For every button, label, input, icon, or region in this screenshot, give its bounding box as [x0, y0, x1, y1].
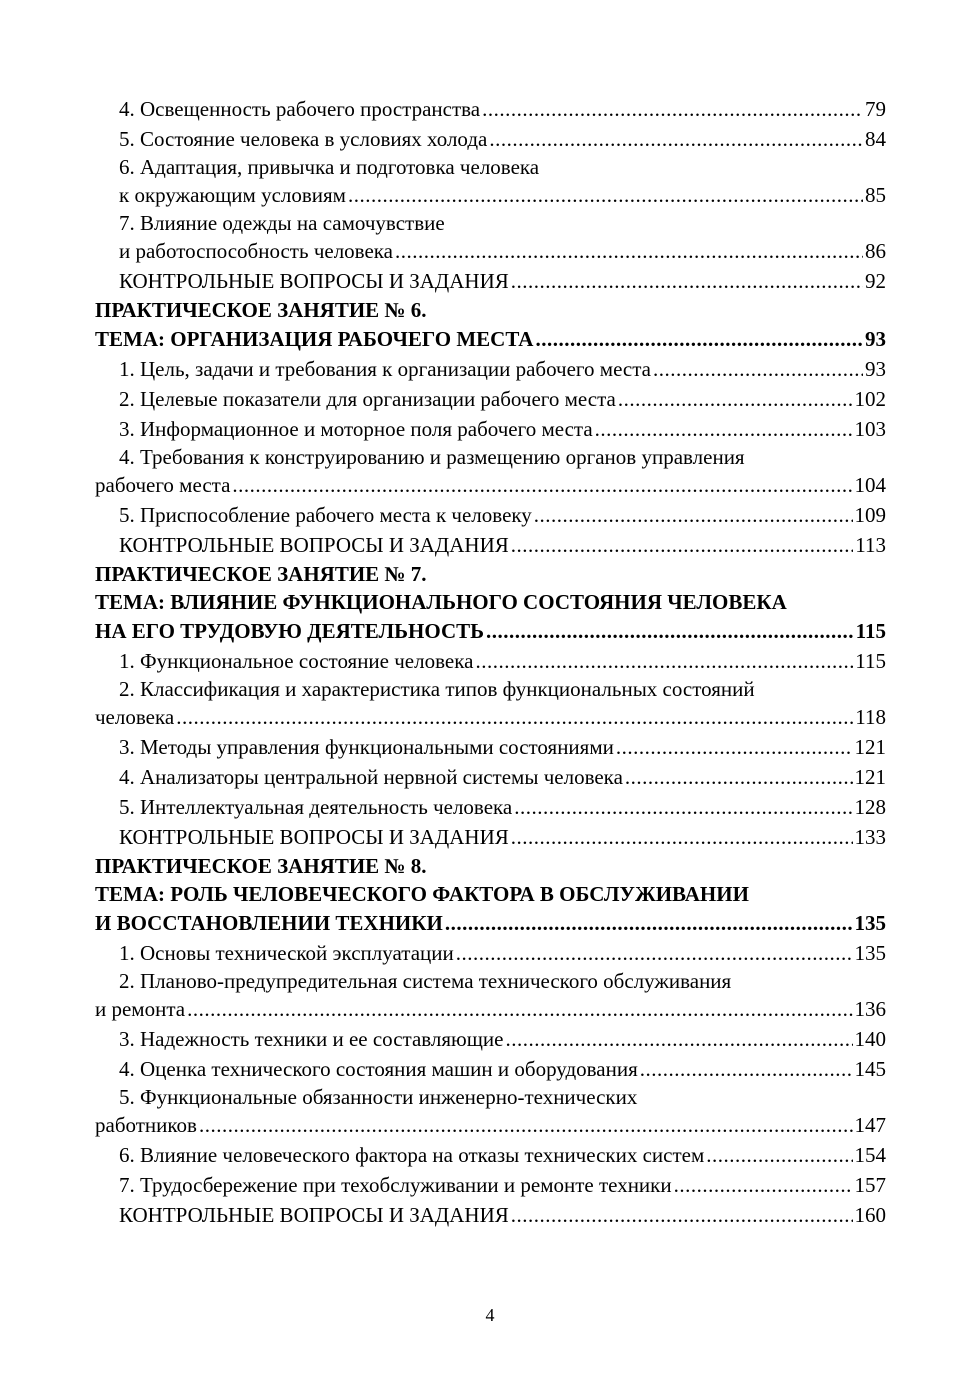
heading-text: ТЕМА: РОЛЬ ЧЕЛОВЕЧЕСКОГО ФАКТОРА В ОБСЛУЖИВАНИИ	[95, 882, 749, 906]
entry-title: 4. Освещенность рабочего пространства	[119, 97, 481, 121]
entry-page: 121	[854, 735, 886, 759]
toc-entry[interactable]	[95, 762, 886, 792]
toc-entry[interactable]	[95, 938, 886, 968]
dot-leader	[653, 354, 863, 384]
dot-leader	[535, 324, 863, 354]
dot-leader	[534, 500, 853, 530]
entry-title: к окружающим условиям	[119, 183, 346, 207]
entry-page: 154	[854, 1143, 886, 1167]
dot-leader	[511, 530, 854, 560]
entry-page: 128	[854, 795, 886, 819]
entry-title: 3. Надежность техники и ее составляющие	[119, 1027, 504, 1051]
dot-leader	[445, 908, 853, 938]
toc-entry[interactable]	[95, 1140, 886, 1170]
entry-title: 4. Анализаторы центральной нервной системы человека	[119, 765, 623, 789]
entry-title: ТЕМА: ОРГАНИЗАЦИЯ РАБОЧЕГО МЕСТА	[95, 327, 534, 351]
dot-leader	[187, 994, 852, 1024]
toc-entry[interactable]	[95, 994, 886, 1024]
entry-page: 157	[854, 1173, 886, 1197]
entry-title: и работоспособность человека	[119, 239, 393, 263]
entry-title: 1. Функциональное состояние человека	[119, 649, 474, 673]
entry-title: рабочего места	[95, 473, 231, 497]
entry-title: КОНТРОЛЬНЫЕ ВОПРОСЫ И ЗАДАНИЯ	[119, 533, 509, 557]
toc-entry-line: 2. Планово-предупредительная система технического обслуживания	[119, 969, 732, 993]
section-heading-line	[95, 852, 886, 880]
section-heading-line	[95, 588, 886, 616]
entry-title: 3. Методы управления функциональными состояниями	[119, 735, 614, 759]
page-number: 4	[485, 1305, 495, 1325]
dot-leader	[489, 124, 863, 154]
toc-entry[interactable]	[95, 414, 886, 444]
entry-page: 160	[854, 1203, 886, 1227]
dot-leader	[511, 266, 863, 296]
entry-page: 103	[854, 417, 886, 441]
dot-leader	[176, 702, 853, 732]
entry-page: 102	[854, 387, 886, 411]
section-heading-entry[interactable]	[95, 324, 886, 354]
entry-title: 5. Интеллектуальная деятельность человека	[119, 795, 513, 819]
entry-title: 5. Состояние человека в условиях холода	[119, 127, 488, 151]
toc-entry-line: 6. Адаптация, привычка и подготовка человека	[119, 155, 540, 179]
toc-entry-line: 2. Классификация и характеристика типов функциональных состояний	[119, 677, 755, 701]
toc-entry[interactable]	[95, 236, 886, 266]
dot-leader	[618, 384, 853, 414]
dot-leader	[674, 1170, 853, 1200]
dot-leader	[456, 938, 853, 968]
dot-leader	[625, 762, 853, 792]
section-heading-entry[interactable]	[95, 616, 886, 646]
toc-entry[interactable]	[95, 1110, 886, 1140]
toc-entry-line: 7. Влияние одежды на самочувствие	[119, 211, 445, 235]
entry-title: 3. Информационное и моторное поля рабочего места	[119, 417, 593, 441]
entry-page: 85	[865, 183, 886, 207]
dot-leader	[475, 646, 853, 676]
heading-text: ПРАКТИЧЕСКОЕ ЗАНЯТИЕ № 6.	[95, 298, 427, 322]
entry-page: 118	[855, 705, 886, 729]
dot-leader	[482, 94, 863, 124]
entry-page: 121	[854, 765, 886, 789]
entry-title: и ремонта	[95, 997, 186, 1021]
entry-title: 4. Оценка технического состояния машин и оборудования	[119, 1057, 638, 1081]
entry-title: 6. Влияние человеческого фактора на отказы технических систем	[119, 1143, 705, 1167]
entry-page: 93	[865, 327, 886, 351]
toc-entry[interactable]	[95, 702, 886, 732]
table-of-contents	[95, 94, 886, 1230]
entry-page: 145	[854, 1057, 886, 1081]
section-heading-entry[interactable]	[95, 908, 886, 938]
toc-entry-line: 4. Требования к конструированию и размещению органов управления	[119, 445, 745, 469]
heading-text: ТЕМА: ВЛИЯНИЕ ФУНКЦИОНАЛЬНОГО СОСТОЯНИЯ ЧЕЛОВЕКА	[95, 590, 787, 614]
dot-leader	[706, 1140, 852, 1170]
entry-page: 109	[854, 503, 886, 527]
dot-leader	[486, 616, 854, 646]
dot-leader	[199, 1110, 853, 1140]
section-heading-line	[95, 296, 886, 324]
entry-title: НА ЕГО ТРУДОВУЮ ДЕЯТЕЛЬНОСТЬ	[95, 619, 485, 643]
entry-title: работников	[95, 1113, 197, 1137]
entry-page: 140	[854, 1027, 886, 1051]
entry-page: 93	[865, 357, 886, 381]
dot-leader	[505, 1024, 852, 1054]
toc-entry[interactable]	[95, 124, 886, 154]
toc-entry[interactable]	[95, 792, 886, 822]
entry-page: 79	[865, 97, 886, 121]
entry-title: И ВОССТАНОВЛЕНИИ ТЕХНИКИ	[95, 911, 443, 935]
entry-title: КОНТРОЛЬНЫЕ ВОПРОСЫ И ЗАДАНИЯ	[119, 1203, 509, 1227]
dot-leader	[232, 470, 852, 500]
dot-leader	[348, 180, 863, 210]
toc-entry-line: 5. Функциональные обязанности инженерно-технических	[119, 1085, 638, 1109]
entry-title: 1. Цель, задачи и требования к организации рабочего места	[119, 357, 651, 381]
toc-entry[interactable]	[95, 732, 886, 762]
entry-title: человека	[95, 705, 175, 729]
dot-leader	[514, 792, 852, 822]
toc-entry[interactable]	[95, 354, 886, 384]
entry-title: 7. Трудосбережение при техобслуживании и ремонте техники	[119, 1173, 672, 1197]
toc-entry[interactable]	[95, 1170, 886, 1200]
entry-page: 115	[855, 649, 886, 673]
dot-leader	[640, 1054, 853, 1084]
toc-entry[interactable]	[95, 266, 886, 296]
dot-leader	[395, 236, 863, 266]
entry-title: 2. Целевые показатели для организации рабочего места	[119, 387, 616, 411]
section-heading-line	[95, 560, 886, 588]
toc-entry[interactable]	[95, 822, 886, 852]
entry-page: 84	[865, 127, 886, 151]
toc-entry[interactable]	[95, 470, 886, 500]
toc-entry[interactable]	[95, 646, 886, 676]
section-heading-line	[95, 880, 886, 908]
entry-page: 135	[854, 941, 886, 965]
entry-page: 104	[854, 473, 886, 497]
dot-leader	[595, 414, 853, 444]
entry-title: КОНТРОЛЬНЫЕ ВОПРОСЫ И ЗАДАНИЯ	[119, 825, 509, 849]
entry-title: 1. Основы технической эксплуатации	[119, 941, 454, 965]
entry-page: 136	[854, 997, 886, 1021]
heading-text: ПРАКТИЧЕСКОЕ ЗАНЯТИЕ № 8.	[95, 854, 427, 878]
toc-entry[interactable]	[95, 530, 886, 560]
dot-leader	[616, 732, 853, 762]
entry-title: 5. Приспособление рабочего места к человеку	[119, 503, 532, 527]
entry-page: 115	[855, 619, 886, 643]
toc-entry[interactable]	[95, 1054, 886, 1084]
toc-entry[interactable]	[95, 500, 886, 530]
entry-page: 135	[854, 911, 886, 935]
toc-entry[interactable]	[95, 180, 886, 210]
entry-page: 113	[855, 533, 886, 557]
toc-entry[interactable]	[95, 94, 886, 124]
dot-leader	[511, 822, 853, 852]
dot-leader	[511, 1200, 853, 1230]
entry-page: 92	[865, 269, 886, 293]
heading-text: ПРАКТИЧЕСКОЕ ЗАНЯТИЕ № 7.	[95, 562, 427, 586]
entry-page: 133	[854, 825, 886, 849]
toc-entry[interactable]	[95, 1024, 886, 1054]
entry-title: КОНТРОЛЬНЫЕ ВОПРОСЫ И ЗАДАНИЯ	[119, 269, 509, 293]
toc-entry[interactable]	[95, 384, 886, 414]
toc-entry[interactable]	[95, 1200, 886, 1230]
entry-page: 147	[854, 1113, 886, 1137]
entry-page: 86	[865, 239, 886, 263]
